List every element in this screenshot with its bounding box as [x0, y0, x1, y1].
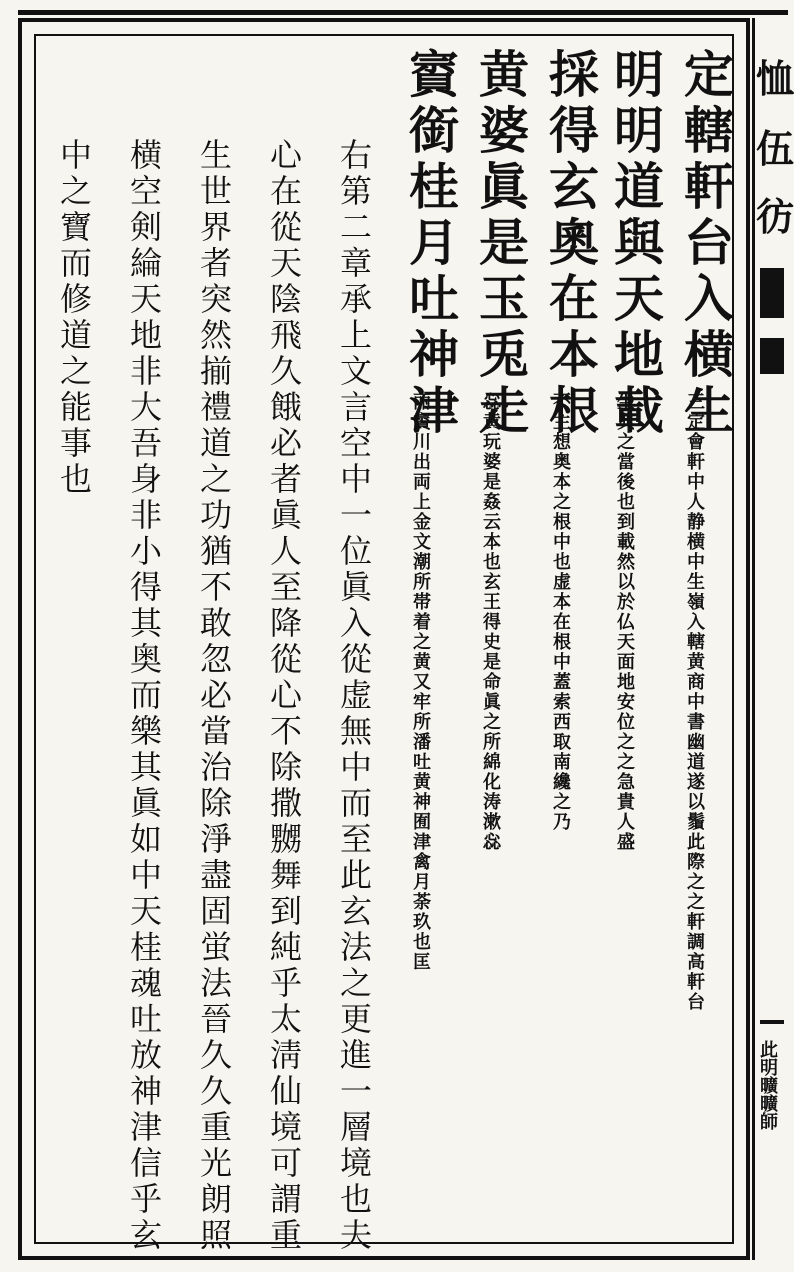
top-rule	[18, 10, 788, 15]
annotation-2: 生典之當後也到載然以於仏天面地安位之之急貴人盛	[614, 392, 635, 852]
commentary-line-5: 中之寶而修道之能事也	[55, 138, 93, 498]
annotation-1: 三定會軒中人静横中生嶺入轄黄商中書幽道遂以鬚此際之之軒調高軒台	[684, 392, 705, 1012]
verse-line-3: 採得玄奧在本根	[541, 48, 600, 440]
verse-line-5: 賨銜桂月吐神津	[401, 48, 460, 440]
edge-note: 此明曠曠師	[757, 1040, 778, 1130]
edge-glyph-2: 伍	[756, 127, 794, 171]
edge-ink-block-1	[760, 268, 784, 318]
commentary-line-2: 心在從天陰飛久餓必者眞人至降從心不除撒嬲舞到純乎太淸仙境可謂重	[265, 138, 303, 1254]
edge-glyph-1: 恤	[756, 57, 794, 101]
verse-line-2: 明明道與天地載	[606, 48, 665, 440]
edge-ink-block-2	[760, 338, 784, 374]
commentary-line-4: 横空剣綸天地非大吾身非小得其奥而樂其眞如中天桂魂吐放神津信乎玄	[125, 138, 163, 1254]
commentary-line-1: 右第二章承上文言空中一位眞入從虚無中而至此玄法之更進一層境也夫	[335, 138, 373, 1254]
annotation-3: 不主想奥本之根中也虚本在根中蓋索西取南纔之乃	[550, 392, 571, 832]
annotation-5: 丽賨川出両上金文潮所帯着之黄又牢所潘吐黄神囿津禽月荼玖也匡	[410, 392, 431, 972]
annotation-4: 惢黄玩婆是姦云本也玄王得史是命眞之所綿化涛漱惢	[480, 392, 501, 852]
commentary-line-3: 生世界者突然揃禮道之功猶不敢忽必當治除淨盡固蛍法晉久久重光朗照	[195, 138, 233, 1254]
edge-glyph-3: 彷	[756, 195, 794, 239]
edge-rule	[760, 1020, 784, 1024]
verse-line-1: 定轄軒台入横生	[676, 48, 735, 440]
verse-line-4: 黄婆眞是玉兎走	[471, 48, 530, 440]
